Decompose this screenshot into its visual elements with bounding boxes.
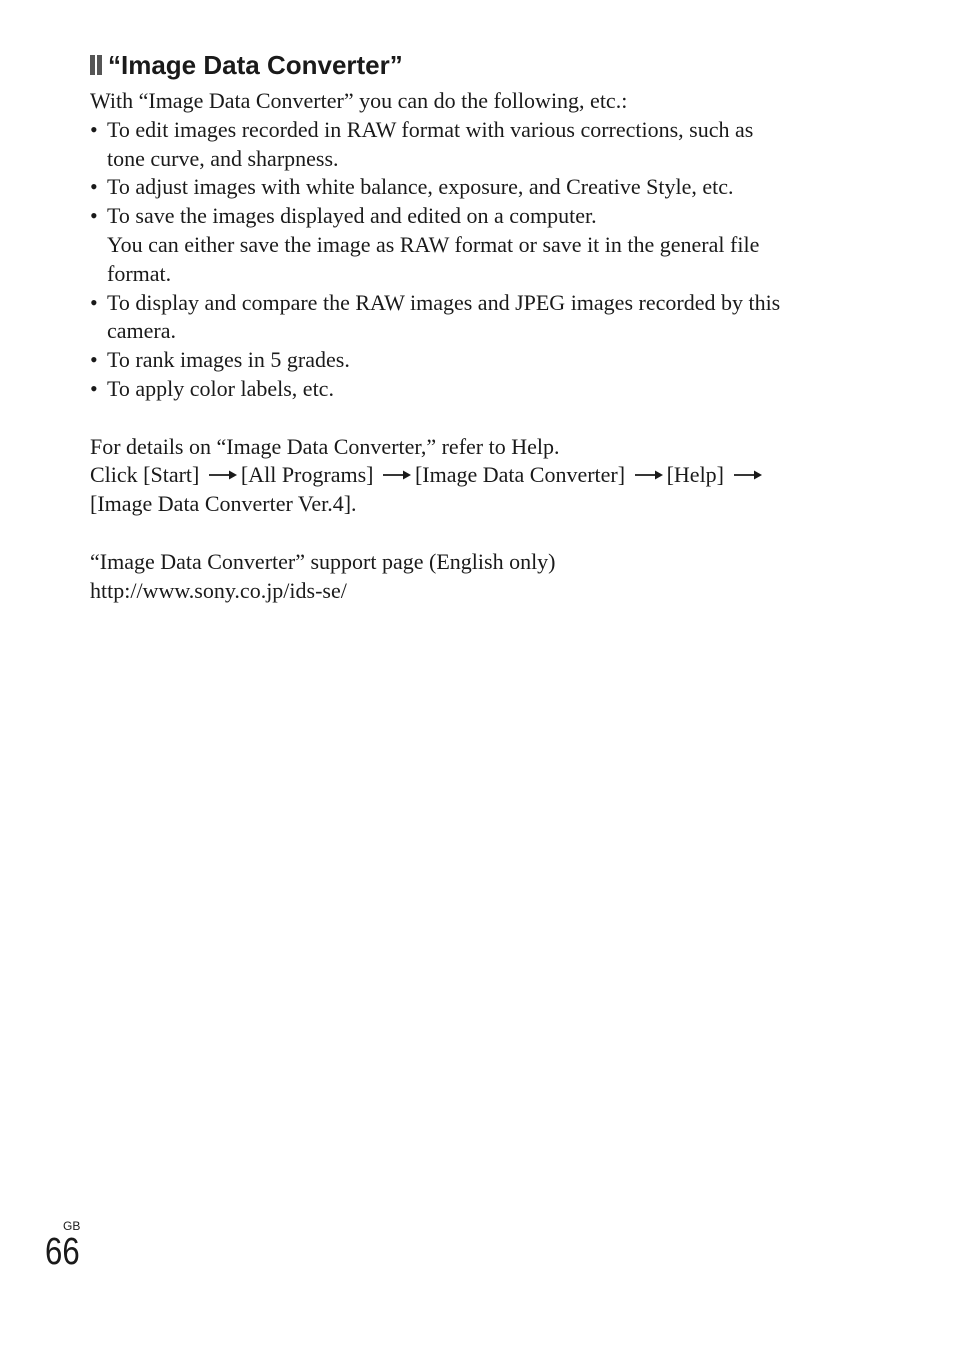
region-code: GB bbox=[63, 1219, 81, 1233]
feature-list bbox=[90, 116, 860, 404]
arrow-right-icon bbox=[383, 469, 411, 481]
list-item-line: tone curve, and sharpness. bbox=[107, 145, 339, 171]
support-page-url[interactable]: http://www.sony.co.jp/ids-se/ bbox=[90, 577, 347, 603]
list-item-line: You can either save the image as RAW format or save it in the general file bbox=[107, 231, 760, 257]
help-path-step: [Start] bbox=[143, 462, 200, 488]
help-path-step: [Help] bbox=[666, 462, 725, 488]
section-title: “Image Data Converter” bbox=[108, 50, 403, 80]
list-item-line: To apply color labels, etc. bbox=[107, 375, 334, 401]
list-item bbox=[90, 375, 860, 404]
list-item bbox=[90, 202, 860, 288]
list-item bbox=[90, 116, 860, 174]
help-path bbox=[90, 461, 860, 519]
help-path-step: [All Programs] bbox=[240, 462, 374, 488]
list-item bbox=[90, 173, 860, 202]
arrow-right-icon bbox=[209, 469, 237, 481]
help-path-step: [Image Data Converter Ver.4]. bbox=[90, 491, 357, 517]
help-path-step: [Image Data Converter] bbox=[414, 462, 626, 488]
list-item-line: camera. bbox=[107, 318, 176, 344]
support-page-label: “Image Data Converter” support page (English only) bbox=[90, 548, 556, 574]
arrow-right-icon bbox=[734, 469, 762, 481]
list-item-line: To edit images recorded in RAW format with various corrections, such as bbox=[107, 116, 754, 142]
bullet-icon: • bbox=[90, 375, 98, 401]
bullet-icon: • bbox=[90, 116, 98, 142]
list-item bbox=[90, 346, 860, 375]
list-item-line: To rank images in 5 grades. bbox=[107, 347, 350, 373]
bullet-icon: • bbox=[90, 203, 98, 229]
bullet-icon: • bbox=[90, 174, 98, 200]
page-number: 66 bbox=[45, 1231, 80, 1273]
help-details-text: For details on “Image Data Converter,” refer to Help. bbox=[90, 433, 560, 459]
help-path-prefix: Click bbox=[90, 462, 138, 488]
list-item bbox=[90, 289, 860, 347]
bullet-icon: • bbox=[90, 289, 98, 315]
list-item-line: To display and compare the RAW images and JPEG images recorded by this bbox=[107, 289, 781, 315]
arrow-right-icon bbox=[635, 469, 663, 481]
section-marker-icon bbox=[90, 55, 103, 75]
section-body bbox=[90, 87, 860, 605]
list-item-line: format. bbox=[107, 260, 172, 286]
section-heading bbox=[90, 50, 403, 80]
intro-text: With “Image Data Converter” you can do the following, etc.: bbox=[90, 88, 628, 113]
list-item-line: To adjust images with white balance, exposure, and Creative Style, etc. bbox=[107, 174, 734, 200]
list-item-line: To save the images displayed and edited on a computer. bbox=[107, 203, 597, 229]
bullet-icon: • bbox=[90, 347, 98, 373]
